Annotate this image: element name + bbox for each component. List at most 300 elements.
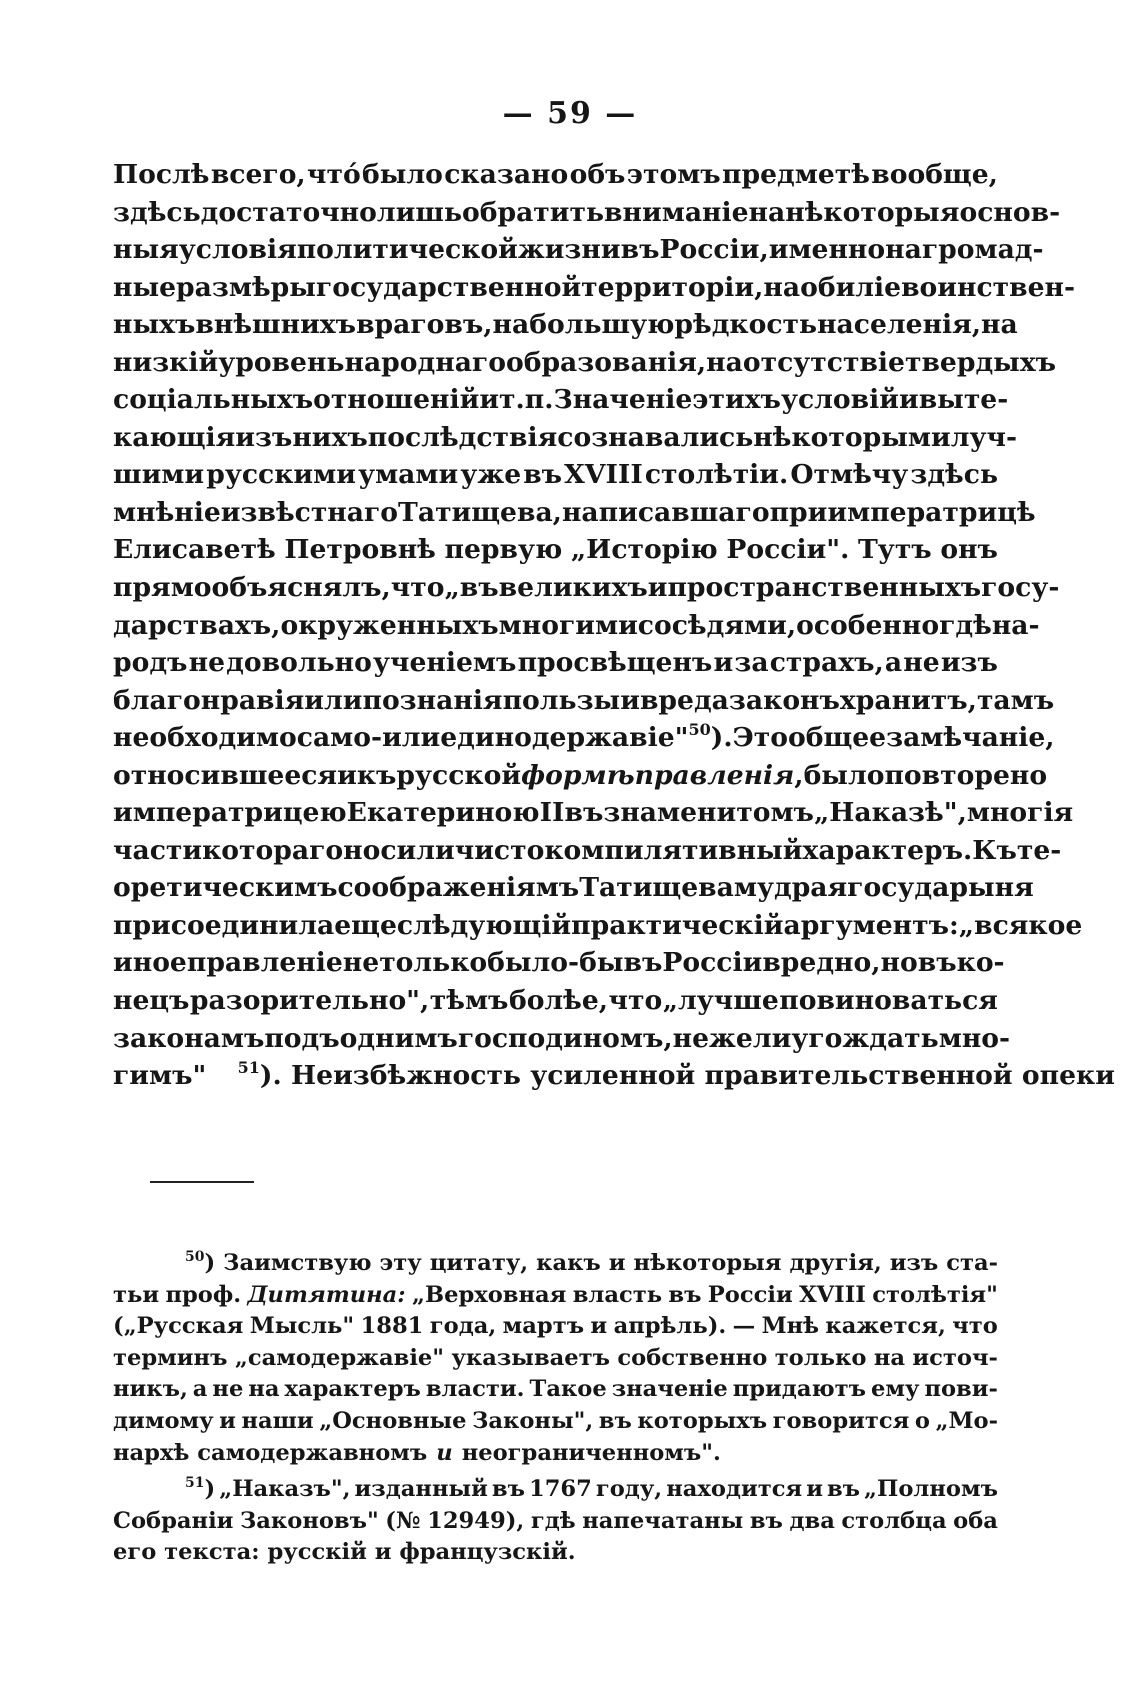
word (297, 231, 518, 269)
word (544, 832, 802, 870)
word (113, 1280, 159, 1312)
word: Такое (529, 1376, 607, 1403)
word (713, 644, 733, 682)
word (706, 344, 743, 382)
text-line (113, 944, 1005, 982)
text-line (113, 381, 1009, 419)
word: кажется, (825, 1313, 946, 1340)
word: указываетъ (451, 1344, 610, 1371)
word (733, 1374, 866, 1406)
text-segment: нѣкоторыя (633, 1250, 782, 1276)
word (959, 907, 1082, 945)
text-line (113, 1057, 1115, 1095)
word (185, 1474, 215, 1506)
word (603, 794, 814, 832)
word (430, 1311, 496, 1343)
word (967, 794, 1073, 832)
word (358, 456, 458, 494)
word: лишь (376, 196, 462, 228)
text-segment: къ (356, 759, 397, 791)
word (385, 1506, 420, 1538)
word (536, 1248, 601, 1280)
word: Татищева, (398, 496, 562, 528)
word (379, 944, 487, 982)
word (648, 569, 668, 607)
word: нѣкоторыми (753, 421, 951, 453)
word: ные (113, 271, 177, 303)
word (356, 306, 492, 344)
word (373, 644, 516, 682)
word: Законовъ" (240, 1507, 379, 1534)
word (773, 1406, 910, 1438)
word: при (769, 496, 828, 528)
word (206, 456, 356, 494)
word (884, 757, 1047, 795)
word (377, 194, 462, 232)
word: „самодержавіе" (234, 1344, 445, 1371)
text-segment: Это (732, 722, 789, 754)
word: говорится (772, 1407, 910, 1434)
text-segment: ста- (946, 1250, 998, 1276)
text-segment: повторено (884, 759, 1048, 791)
word: населенія, (817, 309, 982, 341)
footnotes (113, 1248, 998, 1569)
word (113, 269, 176, 307)
word: „лучше (662, 985, 779, 1017)
word (337, 869, 579, 907)
text-segment: тьи (113, 1281, 160, 1308)
word (487, 944, 623, 982)
word (791, 1020, 938, 1058)
word (612, 1374, 728, 1406)
word: тѣмъ (429, 985, 509, 1017)
word: но (880, 947, 918, 979)
word (922, 231, 1044, 269)
word (284, 531, 436, 569)
word: вреда (639, 684, 729, 716)
word (113, 419, 235, 457)
word: „Исторію (570, 534, 718, 566)
word: Мысль" (249, 1313, 355, 1340)
word: мудрая (733, 872, 848, 904)
word (673, 1020, 792, 1058)
word: Россіи". (726, 534, 850, 566)
text-segment: столѣтія" (872, 1281, 998, 1308)
word (977, 682, 1054, 720)
word: враговъ, (356, 309, 493, 341)
word (179, 231, 297, 269)
word: что (952, 1313, 998, 1340)
word (770, 644, 884, 682)
word (113, 194, 201, 232)
word (361, 1311, 424, 1343)
word: наши (241, 1407, 314, 1434)
word: политической (296, 234, 518, 266)
word (211, 156, 306, 194)
word (800, 269, 901, 307)
word: особенно (796, 609, 940, 641)
word (817, 306, 981, 344)
word: оба (953, 1507, 998, 1534)
emphasis-form-of-government: формѣ (521, 759, 635, 791)
word (297, 719, 382, 757)
word (509, 982, 608, 1020)
word: столбца (841, 1507, 947, 1534)
word: Россіи (662, 947, 763, 979)
text-line (113, 456, 998, 494)
word (827, 1474, 860, 1506)
footnote-ref-50: 50 (688, 720, 711, 740)
word: II (539, 797, 565, 829)
word (113, 869, 337, 907)
word (250, 1311, 354, 1343)
word: „Основные (319, 1407, 467, 1434)
text-segment: изданный (354, 1476, 488, 1503)
word (781, 381, 899, 419)
word: законамъ (113, 1022, 265, 1054)
text-segment: или (382, 722, 441, 754)
word (241, 1406, 313, 1438)
text-segment: 1767 (528, 1476, 592, 1503)
word: достаточно (200, 196, 377, 228)
word (769, 231, 885, 269)
word: условій (780, 384, 899, 416)
word (212, 569, 391, 607)
text-line (113, 832, 1062, 870)
word (113, 607, 280, 645)
word (571, 531, 718, 569)
word (562, 494, 770, 532)
word (953, 1506, 998, 1538)
word: народнаго (344, 346, 506, 378)
word: два (789, 1507, 835, 1534)
text-segment: „Верховная (411, 1281, 567, 1308)
word: повиноваться (779, 985, 998, 1017)
text-line (113, 719, 1055, 757)
word: госу- (981, 572, 1060, 604)
text-line (113, 869, 1034, 907)
word (871, 1374, 919, 1406)
word (858, 531, 932, 569)
word (430, 982, 509, 1020)
word (380, 1248, 422, 1280)
footnote-line (113, 1506, 998, 1538)
word (785, 194, 959, 232)
word: и (479, 384, 500, 416)
word (113, 569, 212, 607)
text-segment: , (794, 759, 804, 791)
word (596, 1474, 662, 1506)
word: о (914, 1407, 930, 1434)
word: ныя (113, 234, 179, 266)
word (343, 832, 455, 870)
word (635, 757, 795, 795)
text-line (113, 419, 1017, 457)
word (368, 419, 557, 457)
word: подъ (264, 1022, 340, 1054)
word: еще (334, 909, 397, 941)
text-line (113, 794, 1074, 832)
word: иное (113, 947, 187, 979)
word: „Мо- (935, 1407, 998, 1434)
word: разорительно", (189, 985, 430, 1017)
footnote-line (113, 1438, 998, 1470)
footnote-ref-51: 51 (237, 1058, 260, 1078)
word: въ (749, 1507, 783, 1534)
word (762, 1311, 819, 1343)
word: изъ (235, 421, 293, 453)
word: 1881 (360, 1313, 424, 1340)
text-segment: неограниченномъ". (461, 1439, 721, 1466)
word: многія (966, 797, 1074, 829)
word: сказано (444, 159, 569, 190)
word: вообще, (871, 159, 998, 190)
word: столѣтіи. (644, 459, 789, 491)
word: объ (569, 159, 626, 190)
word (570, 156, 626, 194)
word: нежели (672, 1022, 792, 1054)
word (113, 1374, 188, 1406)
text-line (113, 344, 1057, 382)
word: пользы (502, 684, 621, 716)
word: хранитъ, (839, 684, 977, 716)
word (240, 1506, 379, 1538)
word: придаютъ (732, 1376, 866, 1403)
word: соображеніямъ (337, 872, 580, 904)
page-number: — 59 — (502, 96, 638, 131)
word: что́ (307, 159, 361, 190)
word: шими (113, 459, 205, 491)
word: источ- (912, 1344, 998, 1371)
text-line (113, 907, 1083, 945)
word: уже (460, 459, 522, 491)
word (292, 419, 367, 457)
text-segment: русской (396, 759, 522, 791)
word (886, 719, 1054, 757)
word (113, 1311, 243, 1343)
word: Послѣ (113, 159, 210, 190)
word (362, 156, 443, 194)
word (518, 231, 621, 269)
word (397, 907, 571, 945)
word: въ (917, 947, 957, 979)
word: обратить (462, 196, 605, 228)
word: луч- (950, 421, 1017, 453)
word: и (590, 1313, 608, 1340)
word (633, 1248, 781, 1280)
word: „въ (444, 572, 499, 604)
word: „Наказѣ", (813, 797, 967, 829)
word: громад- (921, 234, 1044, 266)
word (499, 607, 638, 645)
word (557, 419, 753, 457)
word: слѣдующій (396, 909, 572, 941)
text-segment: замѣчаніе, (886, 722, 1055, 754)
word (264, 1020, 339, 1058)
word: что (390, 572, 445, 604)
word: правленіе (186, 947, 343, 979)
word (479, 381, 499, 419)
word (187, 944, 343, 982)
word: было (362, 159, 443, 190)
word: прямо (113, 572, 212, 604)
word: собственно (617, 1344, 768, 1371)
word (313, 381, 479, 419)
footnote-line (113, 1474, 998, 1506)
word (212, 1374, 243, 1406)
word (113, 832, 202, 870)
word: и (898, 384, 919, 416)
word (113, 944, 187, 982)
text-line (113, 569, 1060, 607)
text-line (113, 306, 1018, 344)
word (722, 156, 870, 194)
text-line (113, 531, 998, 569)
word: просвѣщенъ (517, 647, 713, 679)
word: русскими (206, 459, 356, 491)
word: болѣе, (508, 985, 609, 1017)
word (662, 944, 762, 982)
word (599, 1406, 632, 1438)
word: а (884, 647, 903, 679)
word: не (342, 947, 380, 979)
text-segment: XVIII (799, 1281, 866, 1308)
word (799, 1280, 866, 1312)
word (806, 1474, 823, 1506)
word (581, 269, 763, 307)
footnote-line (113, 1280, 998, 1312)
word (645, 456, 788, 494)
word: умами (358, 459, 459, 491)
word (952, 1311, 998, 1343)
word: пространственныхъ (667, 572, 982, 604)
word: страхъ, (769, 647, 884, 679)
word (660, 231, 769, 269)
word: отношеній (313, 384, 480, 416)
word (391, 569, 445, 607)
word (915, 1406, 930, 1438)
word (176, 269, 316, 307)
word (235, 1343, 444, 1375)
word (455, 832, 545, 870)
word: чисто (454, 834, 545, 866)
word: димому (113, 1407, 214, 1434)
text-line-content (113, 1057, 1115, 1095)
word (847, 869, 1034, 907)
word (788, 719, 886, 757)
word (910, 456, 998, 494)
word: Собраніи (113, 1507, 234, 1534)
word (924, 1374, 997, 1406)
word: т. (499, 384, 525, 416)
word (981, 569, 1059, 607)
word: кающія (113, 421, 236, 453)
word (803, 832, 973, 870)
word: ученіемъ (373, 647, 517, 679)
word: никъ, (113, 1376, 188, 1403)
word (113, 644, 187, 682)
text-segment: году, (595, 1476, 663, 1503)
text-line (113, 757, 1048, 795)
word (762, 944, 880, 982)
footnote-marker-50: 50 (185, 1249, 205, 1265)
word: территоріи, (581, 271, 764, 303)
word (959, 194, 1060, 232)
word (590, 1311, 607, 1343)
word: п. (524, 384, 554, 416)
word (614, 1311, 727, 1343)
word (340, 1020, 458, 1058)
word: характеръ (284, 1376, 421, 1403)
text-segment: и (608, 1250, 626, 1276)
word: присоединила (113, 909, 335, 941)
word (280, 607, 498, 645)
word: „всякое (958, 909, 1083, 941)
word (113, 719, 297, 757)
word: нѣкоторыя (785, 196, 960, 228)
word: на (492, 309, 530, 341)
word: Значеніе (553, 384, 693, 416)
word (885, 231, 922, 269)
text-segment: ). Неизбѣжность усиленной правительственной опеки (259, 1060, 1115, 1092)
word (523, 456, 562, 494)
word (444, 156, 568, 194)
word (609, 982, 663, 1020)
word (1017, 832, 1061, 870)
word (783, 907, 958, 945)
word: воинствен- (901, 271, 1076, 303)
word: соціальныхъ (113, 384, 314, 416)
word (223, 1248, 371, 1280)
word (113, 531, 276, 569)
word: напечатаны (582, 1507, 744, 1534)
word (941, 644, 998, 682)
word: объяснялъ, (211, 572, 391, 604)
word (981, 306, 1018, 344)
word (521, 757, 635, 795)
word: послѣдствія (367, 421, 558, 453)
footnote-line (113, 1311, 998, 1343)
word (729, 682, 840, 720)
word (885, 644, 902, 682)
word: законъ (728, 684, 840, 716)
word (529, 306, 674, 344)
word: этомъ (626, 159, 721, 190)
footnote-divider (150, 1181, 254, 1183)
word (113, 794, 347, 832)
word (316, 269, 581, 307)
text-line (113, 607, 1040, 645)
word: знаменитомъ (603, 797, 814, 829)
word: Россіи, (659, 234, 769, 266)
word: Мнѣ (761, 1313, 820, 1340)
footnote-line (113, 1374, 998, 1406)
word: извѣстнаго (220, 496, 399, 528)
word: года, (429, 1313, 497, 1340)
word (666, 1474, 802, 1506)
word (185, 1248, 215, 1280)
word (825, 1311, 945, 1343)
word: на (706, 346, 743, 378)
word: именно (768, 234, 886, 266)
word (794, 757, 803, 795)
text-segment: было (803, 759, 885, 791)
word (347, 794, 540, 832)
word: апрѣль). (613, 1313, 727, 1340)
word: 12949), (427, 1507, 525, 1534)
text-segment: ). (710, 722, 733, 754)
word (770, 494, 828, 532)
